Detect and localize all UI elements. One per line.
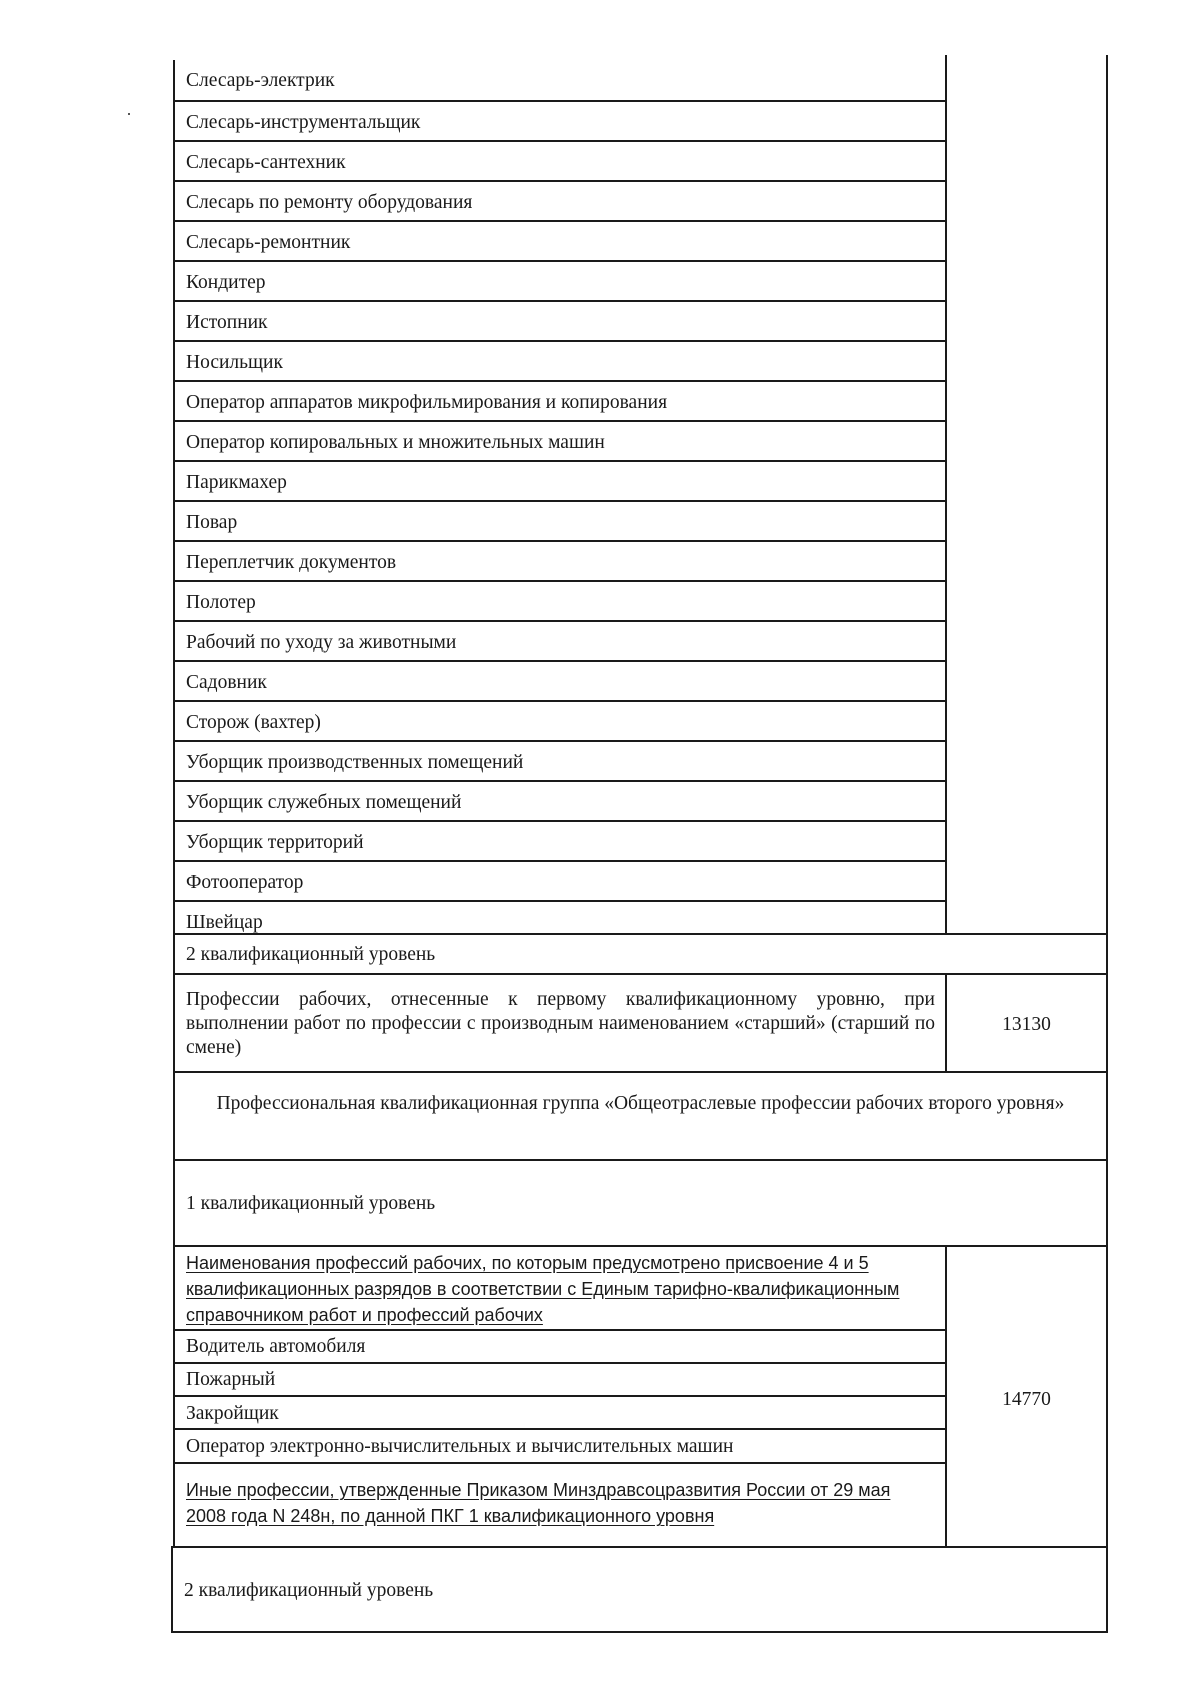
profession-row [173,420,947,462]
profession-row [173,140,947,182]
profession-name: Уборщик производственных помещений [186,752,524,773]
group2-title-row [173,1071,1108,1161]
g2-level1-salary: 14770 [1002,1389,1051,1410]
profession-row [173,860,947,902]
profession-name: Переплетчик документов [186,552,397,573]
profession-row [173,780,947,822]
profession-row [173,460,947,502]
profession-row [173,580,947,622]
profession-row [173,300,947,342]
g2-row [173,1329,947,1364]
profession-name: Слесарь-ремонтник [186,232,351,253]
profession-name: Оператор аппаратов микрофильмирования и копирования [186,392,668,413]
profession-name: Уборщик служебных помещений [186,792,462,813]
level2-salary: 13130 [1002,1014,1051,1035]
profession-row [173,220,947,262]
profession-row [173,260,947,302]
profession-row [173,740,947,782]
profession-name: Слесарь по ремонту оборудования [186,192,473,213]
g2-row-text: Оператор электронно-вычислительных и вычислительных машин [186,1436,734,1457]
level2-title: 2 квалификационный уровень [186,944,436,965]
level2-salary-cell [945,973,1108,1073]
profession-name: Слесарь-сантехник [186,152,346,173]
profession-row [173,700,947,742]
scan-speck [128,113,130,115]
g2-level2-title: 2 квалификационный уровень [184,1580,434,1601]
group2-title: Профессиональная квалификационная группа «Общеотраслевые профессии рабочих второго уровня» [216,1093,1065,1114]
level2-title-row [173,933,1108,975]
profession-row [173,380,947,422]
g2-row-other-text: Иные профессии, утвержденные Приказом Минздравсоцразвития России от 29 мая 2008 года N 248н, по данной ПКГ 1 квалификационного уровня [186,1480,891,1526]
profession-row [173,540,947,582]
profession-name: Оператор копировальных и множительных машин [186,432,605,453]
profession-name: Слесарь-инструментальщик [186,112,421,133]
g2-row-text: Пожарный [186,1369,276,1390]
profession-row [173,100,947,142]
g2-level2-title-row [171,1546,1108,1633]
g2-row-other [173,1462,947,1548]
profession-name: Швейцар [186,912,263,933]
level2-text: Профессии рабочих, отнесенные к первому квалификационному уровню, при выполнении работ по профессии с производным наименованием «старший» (старший по смене) [186,989,935,1058]
profession-name: Фотооператор [186,872,304,893]
g2-row-text: Закройщик [186,1403,279,1424]
profession-row [173,180,947,222]
profession-name: Уборщик территорий [186,832,364,853]
profession-name: Садовник [186,672,267,693]
g2-level1-title-row [173,1159,1108,1247]
g2-row [173,1362,947,1397]
profession-row [173,820,947,862]
g2-row-description-text: Наименования профессий рабочих, по которым предусмотрено присвоение 4 и 5 квалификационных разрядов в соответствии с Единым тарифно-квалификационным справочником работ и профессий рабочих [186,1253,900,1325]
profession-name: Полотер [186,592,256,613]
profession-row [173,340,947,382]
profession-name: Парикмахер [186,472,287,493]
profession-name: Слесарь-электрик [186,70,335,91]
profession-name: Носильщик [186,352,283,373]
g2-row-text: Водитель автомобиля [186,1336,366,1357]
table-right-border [1106,55,1108,935]
g2-level1-title: 1 квалификационный уровень [186,1193,436,1214]
profession-name: Повар [186,512,238,533]
profession-name: Кондитер [186,272,266,293]
profession-name: Истопник [186,312,268,333]
level2-row [173,973,947,1073]
column-divider [945,55,947,935]
profession-row [173,620,947,662]
profession-row [173,60,947,102]
g2-row [173,1395,947,1430]
g2-row-description [173,1245,947,1331]
g2-row [173,1428,947,1464]
profession-row [173,500,947,542]
g2-level1-salary-cell [945,1245,1108,1548]
profession-name: Рабочий по уходу за животными [186,632,457,653]
profession-name: Сторож (вахтер) [186,712,321,733]
profession-row [173,660,947,702]
